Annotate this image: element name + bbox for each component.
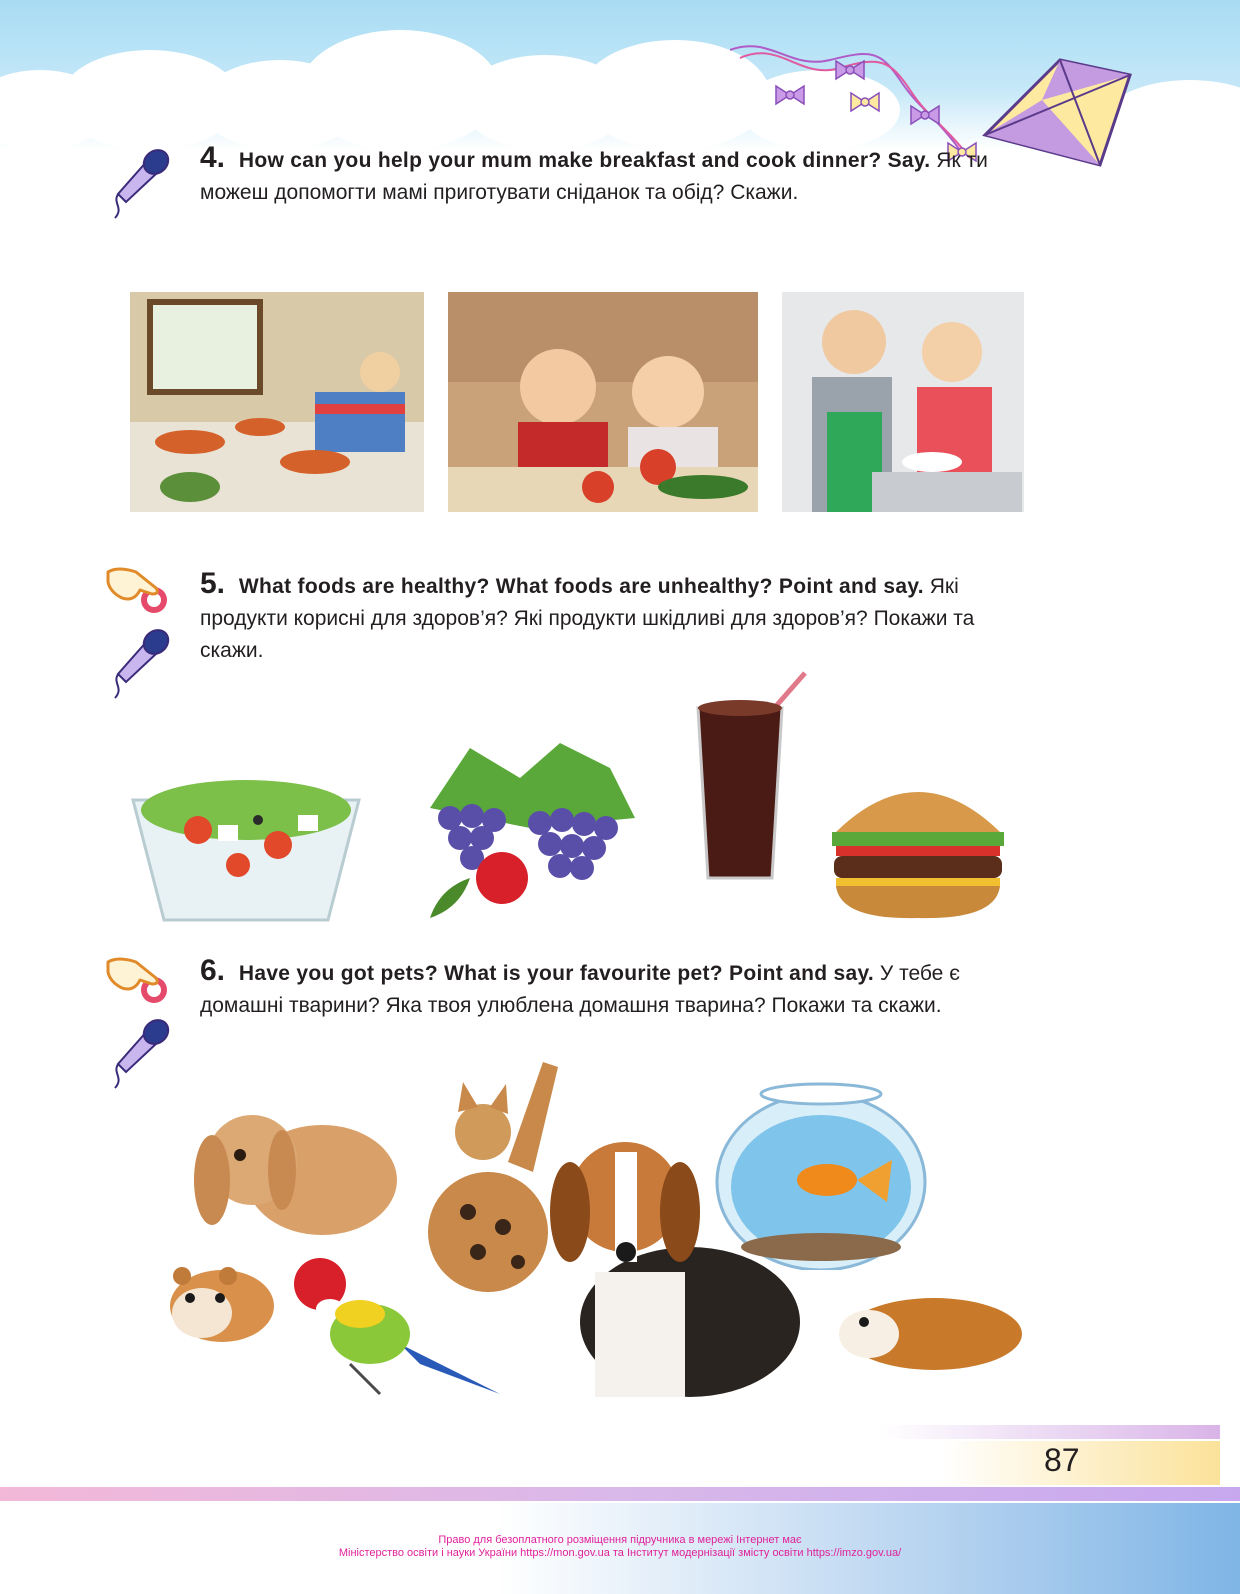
photo-children-cutting-vegetables bbox=[448, 292, 758, 512]
microphone-icon bbox=[100, 1012, 180, 1092]
decorative-stripe bbox=[880, 1425, 1220, 1439]
task-instruction-ukrainian: Які продукти корисні для здоров’я? Які продукти шкідливі для здоров’я? Покажи та скажи. bbox=[200, 575, 975, 662]
pointing-hand-icon bbox=[104, 952, 180, 1008]
picture-goldfish-bowl bbox=[712, 1072, 930, 1270]
task-6 bbox=[200, 955, 1040, 1022]
picture-hamster bbox=[162, 1258, 274, 1344]
task-instruction-ukrainian: У тебе є домашні тварини? Яка твоя улюблена домашня тварина? Покажи та скажи. bbox=[200, 962, 960, 1017]
task-number: 6. bbox=[200, 954, 226, 987]
task-instruction-english: What foods are healthy? What foods are unhealthy? Point and say. bbox=[238, 575, 924, 598]
photo-children-washing-dishes bbox=[782, 292, 1024, 512]
task-4 bbox=[200, 142, 1040, 209]
task-number: 4. bbox=[200, 141, 226, 174]
pointing-hand-icon bbox=[104, 562, 180, 618]
footer-line: Право для безоплатного розміщення підручника в мережі Інтернет має bbox=[438, 1534, 802, 1546]
microphone-icon bbox=[100, 622, 180, 702]
picture-salad bbox=[128, 770, 364, 930]
page-number: 87 bbox=[1044, 1442, 1080, 1478]
task-instruction-ukrainian: Як ти можеш допомогти мамі приготувати сніданок та обід? Скажи. bbox=[200, 149, 988, 204]
copyright-footer bbox=[0, 1534, 1240, 1560]
picture-cola-glass bbox=[690, 668, 810, 888]
task-5 bbox=[200, 568, 1040, 667]
bow-icon bbox=[776, 61, 939, 124]
decorative-stripe bbox=[0, 1487, 1240, 1501]
decorative-stripe bbox=[940, 1441, 1220, 1485]
microphone-icon bbox=[100, 142, 180, 222]
task-instruction-english: Have you got pets? What is your favourite pet? Point and say. bbox=[238, 962, 875, 985]
task-number: 5. bbox=[200, 567, 226, 600]
picture-parrot bbox=[290, 1254, 502, 1398]
picture-grapes-and-apple bbox=[410, 738, 642, 922]
task-instruction-english: How can you help your mum make breakfast and cook dinner? Say. bbox=[238, 149, 931, 172]
picture-hamburger bbox=[826, 772, 1010, 920]
picture-rabbit bbox=[182, 1100, 402, 1240]
photo-boy-setting-table bbox=[130, 292, 424, 512]
footer-line: Міністерство освіти і науки України https://mon.gov.ua та Інститут модернізації змісту освіти https://imzo.gov.ua/ bbox=[338, 1547, 902, 1559]
picture-guinea-pig bbox=[834, 1284, 1026, 1374]
